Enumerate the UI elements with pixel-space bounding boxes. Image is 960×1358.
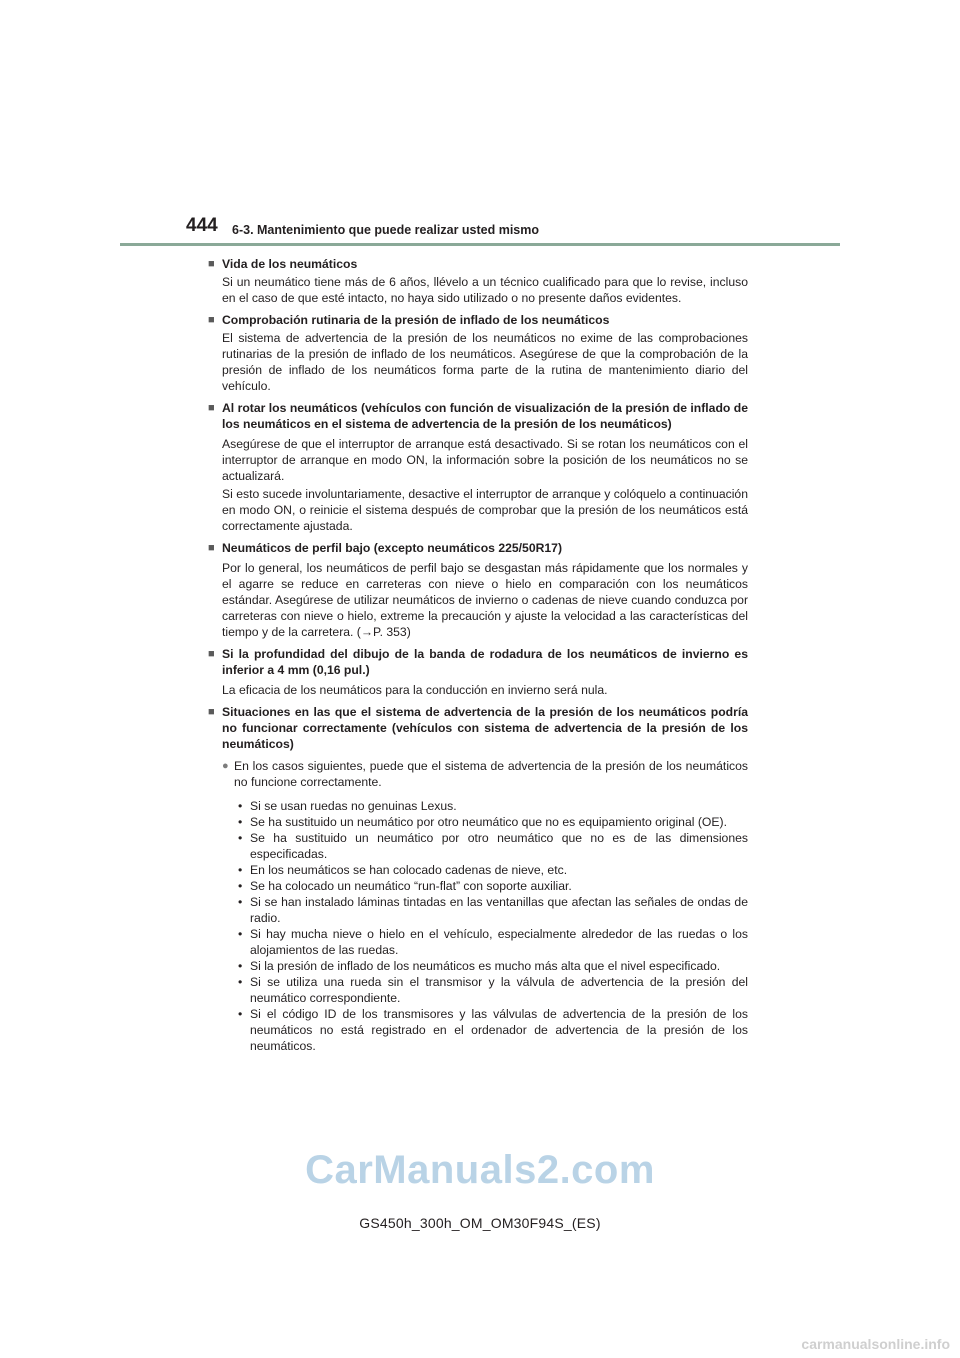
dot-bullet-icon: • — [238, 799, 243, 813]
page-number: 444 — [186, 215, 218, 236]
dot-bullet-icon: • — [238, 959, 243, 973]
dot-bullet-icon: • — [238, 879, 243, 893]
square-bullet-icon: ■ — [208, 542, 215, 554]
square-bullet-icon: ■ — [208, 648, 215, 660]
section-heading: Si la profundidad del dibujo de la banda de rodadura de los neumáticos de invierno es inferior a 4 mm (0,16 pul.) — [222, 647, 748, 677]
list-item: • Si se han instalado láminas tintadas en las ventanillas que afectan las señales de ondas de radio. — [238, 895, 748, 925]
dot-bullet-icon: • — [238, 831, 243, 845]
list-item: • Se ha colocado un neumático “run-flat” con soporte auxiliar. — [238, 879, 572, 893]
dot-bullet-icon: • — [238, 975, 243, 989]
square-bullet-icon: ■ — [208, 402, 215, 414]
paragraph: El sistema de advertencia de la presión de los neumáticos no exime de las comprobaciones rutinarias de la presión de inflado de los neumáticos. Asegúrese de que la comprobación de la presión de inflado de los neumáticos forma parte de la rutina de mantenimiento diario del vehículo. — [222, 331, 748, 393]
section-title: 6-3. Mantenimiento que puede realizar usted mismo — [232, 223, 540, 237]
section-tpws-malfunction — [208, 704, 748, 1054]
paragraph: La eficacia de los neumáticos para la conducción en invierno será nula. — [222, 683, 608, 697]
section-heading: Comprobación rutinaria de la presión de inflado de los neumáticos — [222, 313, 610, 327]
square-bullet-icon: ■ — [208, 314, 215, 326]
paragraph: Si esto sucede involuntariamente, desactive el interruptor de arranque y colóquelo a continuación en modo ON, o reinicie el sistema después de comprobar que la presión de los neumáticos está correctamente ajustada. — [222, 487, 748, 533]
corner-watermark: carmanualsonline.info — [801, 1336, 950, 1352]
square-bullet-icon: ■ — [208, 706, 215, 718]
dot-bullet-icon: • — [238, 863, 243, 877]
section-rotating-tires — [208, 400, 748, 534]
square-bullet-icon: ■ — [208, 258, 215, 270]
section-heading: Situaciones en las que el sistema de advertencia de la presión de los neumáticos podría no funcionar correctamente (vehículos con sistema de advertencia de la presión de los neumáticos) — [222, 705, 748, 751]
list-item: • Si hay mucha nieve o hielo en el vehículo, especialmente alrededor de las ruedas o los alojamientos de las ruedas. — [238, 927, 748, 957]
section-heading: Vida de los neumáticos — [222, 257, 358, 271]
list-item: • Se ha sustituido un neumático por otro neumático que no es de las dimensiones especificadas. — [238, 831, 748, 861]
section-heading: Al rotar los neumáticos (vehículos con función de visualización de la presión de inflado de los neumáticos en el sistema de advertencia de la presión de los neumáticos) — [222, 401, 748, 431]
paragraph: Por lo general, los neumáticos de perfil bajo se desgastan más rápidamente que los normales y el agarre se reduce en carreteras con nieve o hielo en comparación con los neumáticos estándar. Asegúrese de utilizar neumáticos de invierno o cadenas de nieve cuando conduzca por carreteras con nieve o hielo, extreme la precaución y ajuste la velocidad a las características del tiempo y de la carretera. (→P. 353) — [222, 561, 748, 639]
circle-list-item: ● En los casos siguientes, puede que el sistema de advertencia de la presión de los neumáticos no funcione correctamente. — [222, 759, 748, 789]
list-item: • Si se usan ruedas no genuinas Lexus. — [238, 799, 457, 813]
bullet-list — [208, 798, 748, 1054]
section-heading: Neumáticos de perfil bajo (excepto neumáticos 225/50R17) — [222, 541, 563, 555]
paragraph: Si un neumático tiene más de 6 años, llévelo a un técnico cualificado para que lo revise, incluso en el caso de que esté intacto, no haya sido utilizado o no presente daños evidentes. — [222, 275, 748, 305]
dot-bullet-icon: • — [238, 815, 243, 829]
dot-bullet-icon: • — [238, 927, 243, 941]
watermark-logo: CarManuals2.com — [305, 1148, 655, 1192]
document-code: GS450h_300h_OM_OM30F94S_(ES) — [359, 1215, 601, 1231]
dot-bullet-icon: • — [238, 895, 243, 909]
header-rule — [120, 243, 840, 246]
list-item: • Si el código ID de los transmisores y las válvulas de advertencia de la presión de los neumáticos no está registrado en el ordenador de advertencia de la presión de los neumáticos. — [238, 1007, 748, 1053]
circle-bullet-icon: ● — [222, 760, 229, 772]
section-tire-life — [208, 256, 748, 306]
section-routine-check — [208, 312, 748, 394]
list-item: • Se ha sustituido un neumático por otro neumático que no es equipamiento original (OE). — [238, 815, 727, 829]
paragraph: Asegúrese de que el interruptor de arranque está desactivado. Si se rotan los neumáticos con el interruptor de arranque en modo ON, la información sobre la posición de los neumáticos no se actualizará. — [222, 437, 748, 483]
dot-bullet-icon: • — [238, 1007, 243, 1021]
list-item: • Si la presión de inflado de los neumáticos es mucho más alta que el nivel especificado. — [238, 959, 721, 973]
section-low-profile-tires — [208, 540, 748, 640]
list-item: • Si se utiliza una rueda sin el transmisor y la válvula de advertencia de la presión del neumático correspondiente. — [238, 975, 748, 1005]
list-item: • En los neumáticos se han colocado cadenas de nieve, etc. — [238, 863, 568, 877]
section-winter-tread-depth — [208, 646, 748, 698]
page-content — [208, 256, 748, 1060]
